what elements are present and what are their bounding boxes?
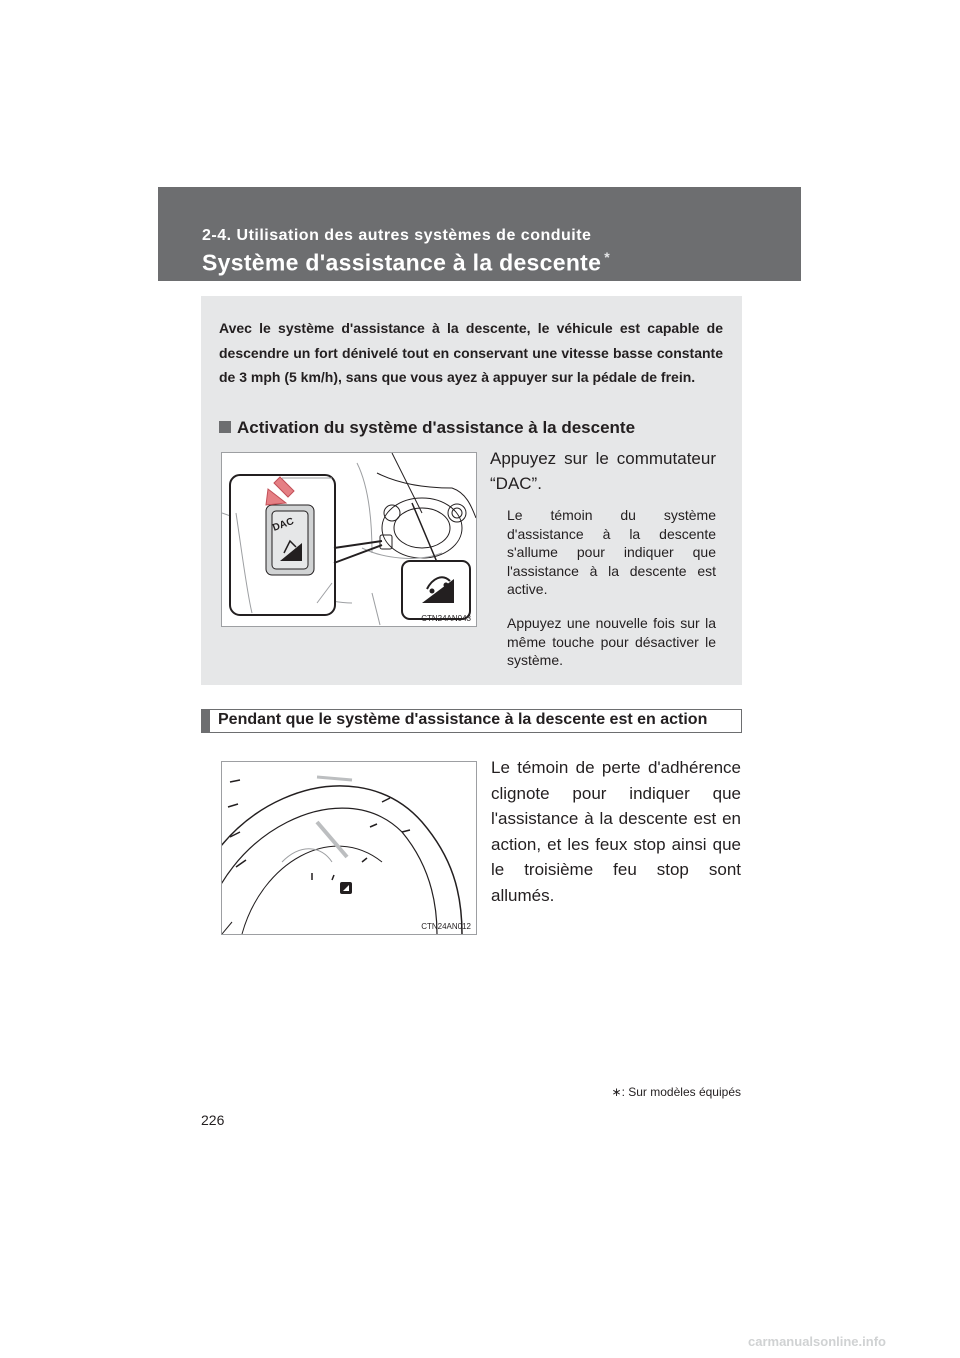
- instrument-cluster-illustration: [221, 761, 477, 935]
- footnote: ∗: Sur modèles équipés: [611, 1085, 741, 1099]
- page-title-text: Système d'assistance à la descente: [202, 249, 602, 276]
- in-action-paragraph: Le témoin de perte d'adhérence clignote pour indiquer que l'assistance à la descente est en action, et les feux stop ainsi que le troisième feu stop sont allumés.: [491, 758, 741, 905]
- in-action-heading-bar: [201, 709, 742, 733]
- section-label: 2-4. Utilisation des autres systèmes de conduite: [202, 227, 592, 244]
- dac-switch-illustration: [221, 452, 477, 627]
- deactivate-note: Appuyez une nouvelle fois sur la même touche pour désactiver le système.: [507, 615, 716, 669]
- gauge-drawing: [222, 762, 476, 934]
- dashboard-drawing: [222, 453, 476, 626]
- indicator-note: Le témoin du système d'assistance à la descente s'allume pour indiquer que l'assistance à la descente est active.: [507, 507, 716, 598]
- in-action-heading: Pendant que le système d'assistance à la descente est en action: [218, 711, 708, 728]
- figure-code-2: CTN24AN012: [421, 922, 471, 931]
- watermark: carmanualsonline.info: [748, 1334, 886, 1349]
- intro-box: [201, 296, 742, 685]
- chapter-header: [158, 187, 801, 281]
- activation-heading: [219, 418, 635, 438]
- activation-step: Appuyez sur le commutateur “DAC”.: [490, 449, 716, 493]
- page-title: [202, 249, 610, 277]
- intro-paragraph: Avec le système d'assistance à la descente, le véhicule est capable de descendre un fort dénivelé tout en conservant une vitesse basse constante de 3 mph (5 km/h), sans que vous ayez à appuyer sur la pédale de frein.: [219, 320, 723, 385]
- square-bullet-icon: [219, 421, 231, 433]
- activation-heading-text: Activation du système d'assistance à la descente: [237, 418, 636, 437]
- page-number: 226: [201, 1112, 225, 1128]
- equipped-models-mark: *: [604, 249, 610, 265]
- heading-tab: [202, 710, 210, 732]
- figure-code: CTN24AN043: [421, 614, 471, 623]
- dac-button-label: DAC: [271, 516, 296, 534]
